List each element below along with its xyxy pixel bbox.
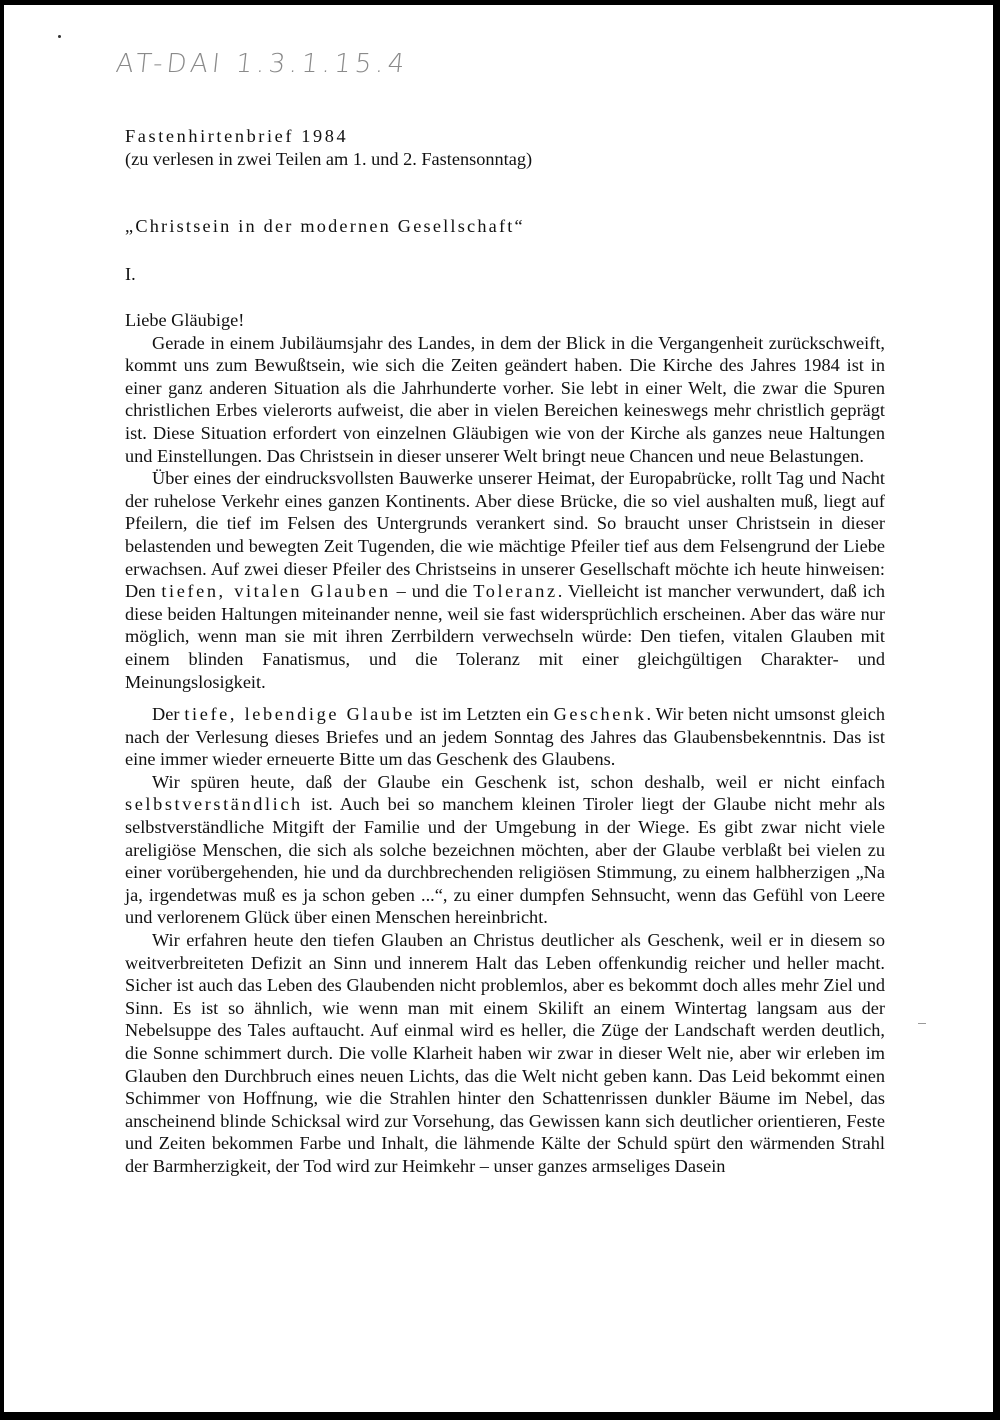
paragraph-5: Wir erfahren heute den tiefen Glauben an Christus deutlicher als Geschenk, weil er in diesem so weitverbreiteten Defizit an Sinn und innerem Halt das Leben offenkundig reicher und heller macht. Sicher ist auch das Leben des Glaubenden nicht problemlos, aber es bekommt doch alles mehr Ziel und Sinn. Es ist so ähnlich, wie wenn man mit einem Skilift an einem Wintertag langsam aus der Nebelsuppe des Tales auftaucht. Auf einmal wird es heller, die Züge der Landschaft werden deutlich, die Sonne schimmert durch. Die volle Klarheit haben wir zwar in dieser Welt nie, aber wir erleben im Glauben den Durchbruch eines neuen Lichts, das die Welt nicht geben kann. Das Leid bekommt einen Schimmer von Hoffnung, wie die Strahlen hinter den Schattenrissen dunkler Bäume im Nebel, das anscheinend blinde Schicksal wird zur Vorsehung, das Gewissen kann sich deutlicher orientieren, Feste und Zeiten bekommen Farbe und Inhalt, die lähmende Kälte der Schuld spürt den wärmenden Strahl der Barmherzigkeit, der Tod wird zur Heimkehr – unser ganzes armseliges Dasein	[125, 930, 885, 1176]
paragraph-3: Der tiefe, lebendige Glaube ist im Letzten ein Geschenk. Wir beten nicht umsonst gleich nach der Verlesung dieses Briefes und an jedem Sonntag des Jahres das Glaubensbekenntnis. Das ist eine immer wieder erneuerte Bitte um das Geschenk des Glaubens.	[125, 704, 885, 770]
emphasis-spaced: selbstverständlich	[125, 794, 303, 815]
paragraph-2: Über eines der eindrucksvollsten Bauwerke unserer Heimat, der Europabrücke, rollt Tag und Nacht der ruhelose Verkehr eines ganzen Kontinents. Aber diese Brücke, die so viel aushalten muß, liegt auf Pfeilern, die tief im Felsen des Untergrunds verankert sind. So braucht unser Christsein in dieser belastenden und bewegten Zeit Tugenden, die wie mächtige Pfeiler tief aus dem Felsengrund der Liebe erwachsen. Auf zwei dieser Pfeiler des Christseins in unserer Gesellschaft möchte ich heute hinweisen: Den tiefen, vitalen Glauben – und die Toleranz. Vielleicht ist mancher verwundert, daß ich diese beiden Haltungen miteinander nenne, weil sie fast widersprüchlich erscheinen. Aber das wäre nur möglich, wenn man sie mit ihren Zerrbildern verwechseln würde: Den tiefen, vitalen Glauben mit einem blinden Fanatismus, und die Toleranz mit einer gleichgültigen Charakter- und Meinungslosigkeit.	[125, 468, 885, 692]
emphasis-spaced: tiefen, vitalen Glauben	[161, 581, 391, 602]
margin-mark	[918, 1023, 926, 1024]
scan-speck	[58, 35, 61, 38]
emphasis-spaced: Toleranz	[473, 581, 558, 602]
paragraph-4: Wir spüren heute, daß der Glaube ein Geschenk ist, schon deshalb, weil er nicht einfach selbstverständlich ist. Auch bei so manchem kleinen Tiroler liegt der Glaube nicht mehr als selbstverständliche Mitgift der Familie und der Umgebung in der Wiege. Es gibt zwar nicht viele areligiöse Menschen, die sich als solche bezeichnen möchten, aber der Glaube verblaßt bei vielen zu einer vorübergehenden, hie und da durchbrechenden religiösen Stimmung, zu einem halbherzigen „Na ja, irgendetwas muß es ja schon geben ...“, zu einer dumpfen Sehnsucht, wenn das Gefühl von Leere und verlorenem Glück über einen Menschen hereinbricht.	[125, 771, 885, 928]
letter-header	[125, 125, 885, 170]
salutation: Liebe Gläubige!	[125, 310, 245, 330]
section-number: I.	[125, 264, 136, 284]
emphasis-spaced: tiefe, lebendige Glaube	[184, 704, 416, 725]
letter-subheading: (zu verlesen in zwei Teilen am 1. und 2. Fastensonntag)	[125, 148, 533, 169]
letter-title: „Christsein in der modernen Gesellschaft“	[125, 216, 525, 236]
emphasis-spaced: Geschenk	[553, 704, 647, 725]
paragraph-1: Gerade in einem Jubiläumsjahr des Landes, in dem der Blick in die Vergangenheit zurückschweift, kommt uns zum Bewußtsein, wie sich die Zeiten geändert haben. Die Kirche des Jahres 1984 ist in einer ganz anderen Situation als die Jahrhunderte vorher. Sie lebt in einer Welt, die zwar die Spuren christlichen Erbes vielerorts aufweist, die aber in vielen Bereichen keineswegs mehr christlich geprägt ist. Diese Situation erfordert von einzelnen Gläubigen wie von der Kirche als ganzes neue Haltungen und Einstellungen. Das Christsein in dieser unserer Welt bringt neue Chancen und neue Belastungen.	[125, 332, 885, 466]
letter-body	[125, 309, 885, 1178]
scanned-page	[4, 5, 993, 1412]
letter-heading: Fastenhirtenbrief 1984	[125, 126, 349, 146]
archive-signature: AT-DAI 1.3.1.15.4	[114, 49, 410, 79]
